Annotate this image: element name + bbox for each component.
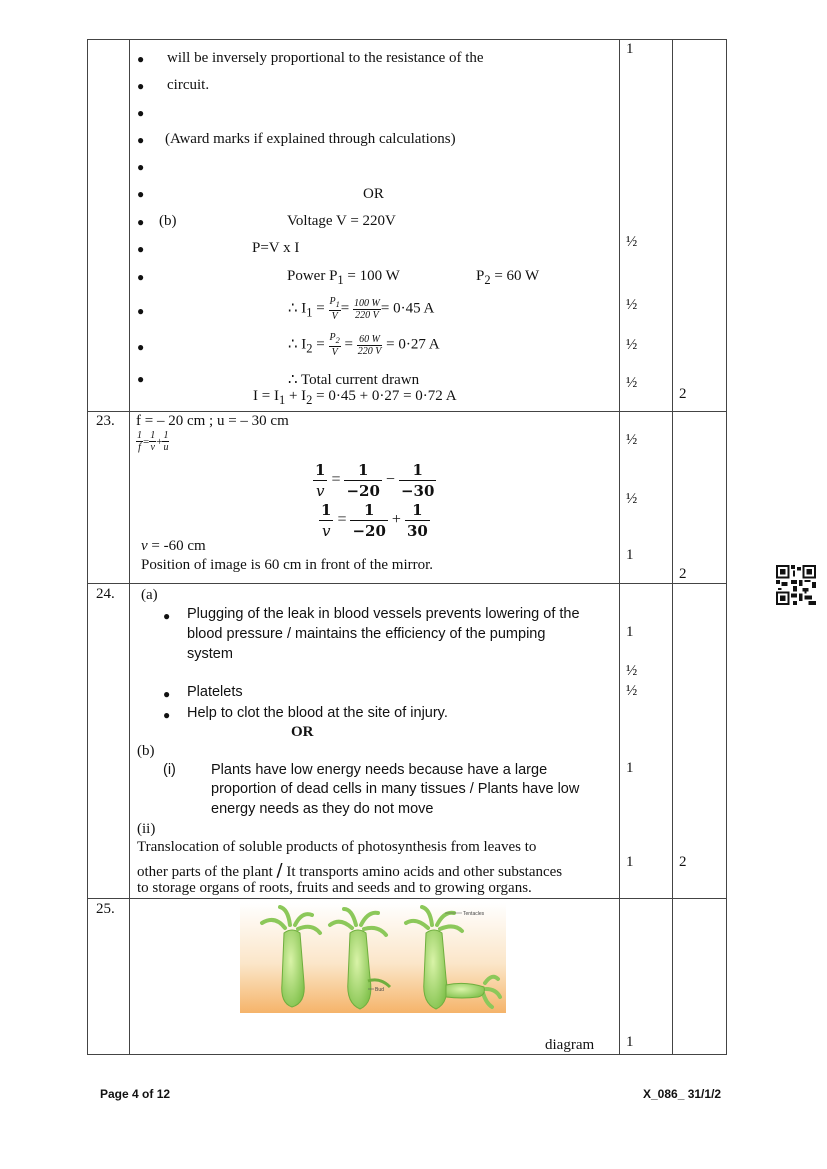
given-values: f = – 20 cm ; u = – 30 cm xyxy=(136,413,289,429)
bullet: ● xyxy=(137,79,145,93)
or-separator: OR xyxy=(363,186,384,202)
formula: $P_2 = 60$ W xyxy=(476,268,540,287)
row-divider xyxy=(87,583,727,584)
bullet: ● xyxy=(137,160,145,174)
sub-part-label: (ii) xyxy=(137,821,156,837)
bullet: ● xyxy=(137,340,145,354)
mark: ½ xyxy=(626,234,638,250)
answer-text: will be inversely proportional to the resistance of the xyxy=(167,50,484,66)
bullet: ● xyxy=(137,242,145,256)
answer-text: Voltage V = 220V xyxy=(287,213,396,229)
page-number: Page 4 of 12 xyxy=(100,1087,171,1101)
table-right-border xyxy=(726,39,727,1055)
result-v: v = -60 cm xyxy=(141,538,206,554)
column-divider xyxy=(672,39,673,1055)
mark: 1 xyxy=(626,41,634,57)
mark: 1 xyxy=(626,547,634,563)
answer-text: blood pressure / maintains the efficiency of the pumping xyxy=(187,626,546,642)
mark: 1 xyxy=(626,760,634,776)
row-divider xyxy=(87,898,727,899)
question-number: 23. xyxy=(96,413,115,429)
hydra-budding-diagram xyxy=(240,903,506,1013)
bullet: ● xyxy=(163,708,171,722)
mark: ½ xyxy=(626,297,638,313)
bullet: ● xyxy=(137,270,145,284)
mark: ½ xyxy=(626,663,638,679)
answer-text: circuit. xyxy=(167,77,210,93)
mark: 1 xyxy=(626,624,634,640)
svg-text:Bud: Bud xyxy=(375,987,384,993)
bullet: ● xyxy=(137,52,145,66)
bullet: ● xyxy=(163,687,171,701)
bullet: ● xyxy=(137,133,145,147)
part-label: (a) xyxy=(141,587,158,603)
bullet: ● xyxy=(137,215,145,229)
total-mark: 2 xyxy=(679,386,687,402)
part-label: (b) xyxy=(159,213,177,229)
mirror-formula: $\frac{1}{f}$ = $\frac{1}{v}$ + $\frac{1}{u}$ xyxy=(137,430,169,453)
mark: ½ xyxy=(626,337,638,353)
bullet: ● xyxy=(137,187,145,201)
answer-text: Translocation of soluble products of photosynthesis from leaves to xyxy=(137,839,537,855)
mark: ½ xyxy=(626,375,638,391)
substitution-equation: $\frac{1}{v}$ = $\frac{1}{-20}$ − $\frac{1}{-30}$ xyxy=(315,461,435,500)
hydra-bud xyxy=(446,983,484,998)
answer-text: ∴ Total current drawn xyxy=(288,372,420,388)
question-number: 24. xyxy=(96,586,115,602)
answer-text: other parts of the plant / It transports amino acids and other substances xyxy=(137,860,563,881)
column-divider xyxy=(619,39,620,1055)
document-code: X_086_ 31/1/2 xyxy=(643,1087,722,1101)
svg-text:Tentacles: Tentacles xyxy=(463,911,485,917)
bullet: ● xyxy=(163,609,171,623)
table-top-border xyxy=(87,39,727,40)
result-position: Position of image is 60 cm in front of the mirror. xyxy=(141,557,434,573)
part-label: (b) xyxy=(137,743,155,759)
table-bottom-border xyxy=(87,1054,727,1055)
answer-text: Help to clot the blood at the site of injury. xyxy=(187,705,448,721)
mark: ½ xyxy=(626,491,638,507)
answer-text: Plugging of the leak in blood vessels prevents lowering of the xyxy=(187,606,580,622)
row-divider xyxy=(87,411,727,412)
qr-code xyxy=(776,565,816,605)
bullet: ● xyxy=(137,372,145,386)
or-separator: OR xyxy=(291,724,314,740)
formula: P=V x I xyxy=(252,240,300,256)
answer-text: energy needs as they do not move xyxy=(211,801,434,817)
bullet: ● xyxy=(137,304,145,318)
total-mark: 2 xyxy=(679,566,687,582)
formula: ∴ $I_1$ = $\frac{P_1}{V}$ = $\frac{100 W}{220 V}$ = 0·45 A xyxy=(288,296,435,322)
formula: ∴ $I_2$ = $\frac{P_2}{V}$ = $\frac{60 W}{220 V}$ = 0·27 A xyxy=(288,332,440,358)
hydra-body xyxy=(282,930,305,1007)
column-divider xyxy=(129,39,130,1055)
formula: $I = I_1 + I_2 = 0\cdot 45 + 0\cdot 27 = 0\cdot 72$ A xyxy=(253,388,457,407)
table-left-border xyxy=(87,39,88,1055)
mark: 1 xyxy=(626,854,634,870)
answer-text: to storage organs of roots, fruits and seeds and to growing organs. xyxy=(137,880,532,896)
sub-part-label: (i) xyxy=(163,762,176,778)
answer-text: Platelets xyxy=(187,684,243,700)
mark: 1 xyxy=(626,1034,634,1050)
answer-text: system xyxy=(187,646,233,662)
formula: Power $P_1 = 100$ W xyxy=(287,268,400,287)
diagram-label: diagram xyxy=(545,1037,595,1053)
answer-text: Plants have low energy needs because have a large xyxy=(211,762,548,778)
substitution-equation: $\frac{1}{v}$ = $\frac{1}{-20}$ + $\frac{1}{30}$ xyxy=(321,501,428,540)
mark: ½ xyxy=(626,432,638,448)
question-number: 25. xyxy=(96,901,115,917)
mark: ½ xyxy=(626,683,638,699)
answer-text: proportion of dead cells in many tissues / Plants have low xyxy=(211,781,580,797)
answer-note: (Award marks if explained through calculations) xyxy=(165,131,456,147)
total-mark: 2 xyxy=(679,854,687,870)
bullet: ● xyxy=(137,106,145,120)
